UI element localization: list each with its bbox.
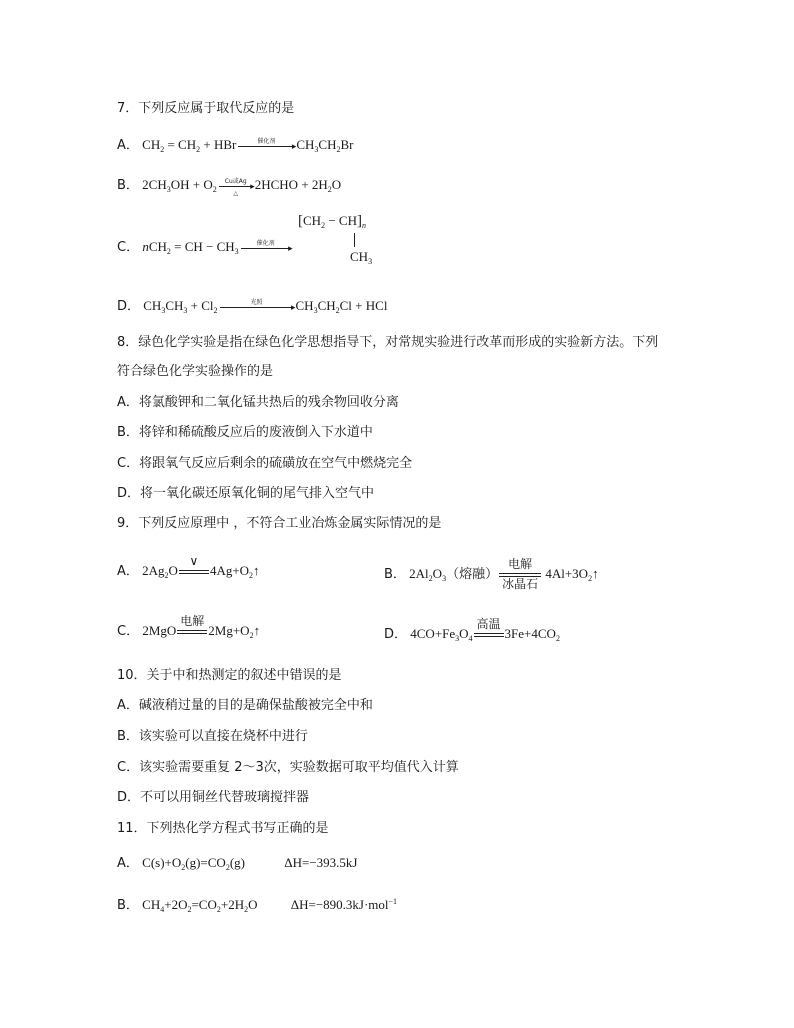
q9-option-c: C． 2MgO 电解 $2Mg+O_2↑$ (117, 614, 261, 640)
option-label: D． (117, 299, 141, 314)
q8-option-b: B．将锌和稀硫酸反应后的废液倒入下水道中 (117, 425, 373, 440)
option-label: B． (117, 178, 139, 193)
option-label: A． (117, 856, 139, 871)
q7-option-d: D． $CH_3CH_3 + Cl_2$ 光照 ▸ $CH_3CH_2Cl$ + HCl (117, 298, 388, 315)
option-label: D． (384, 627, 408, 642)
q9-option-d: D． $4CO+Fe_3O_4$ 高温 $3Fe+4CO_2$ (384, 617, 560, 643)
q10-stem: 10．关于中和热测定的叙述中错误的是 (117, 668, 342, 683)
option-label: A． (117, 138, 139, 153)
q10-option-a: A．碱液稍过量的目的是确保盐酸被完全中和 (117, 698, 373, 713)
option-label: B． (384, 567, 406, 582)
reaction-arrow: 催化剂 ▸ (238, 146, 294, 147)
reaction-arrow: 光照 ▸ (220, 307, 294, 308)
reaction-arrow: 催化剂 ▸ (241, 248, 291, 249)
q11-option-a: A． $C(s)+O_2(g)=CO_2(g)$ ΔH=−393.5kJ (117, 855, 358, 872)
polypropylene-structure: $[CH_2 - CH]_n$ $CH_3$ (298, 213, 373, 266)
option-label: C． (117, 240, 140, 255)
q10-option-c: C．该实验需要重复 2～3次，实验数据可取平均值代入计算 (117, 760, 459, 775)
q7-option-c: C． nCH$_2$ = CH − $CH_3$ 催化剂 ▸ (117, 239, 293, 256)
reaction-arrow: Cu或Ag ▸ △ (219, 186, 253, 187)
reaction-equals: 电解 冰晶石 (499, 573, 541, 577)
q11-option-b: B． $CH_4+2O_2=CO_2+2H_2O$ ΔH=−890.3kJ·mol$^{-1}$ (117, 897, 398, 914)
q7-option-a: A． $CH_2 = CH_2$ + HBr 催化剂 ▸ $CH_3CH_2Br$ (117, 137, 354, 154)
reaction-equals: 高温 (474, 633, 504, 637)
q8-stem-line1: 8．绿色化学实验是指在绿色化学思想指导下，对常规实验进行改革而形成的实验新方法。下列 (117, 335, 659, 350)
q8-option-a: A．将氯酸钾和二氧化锰共热后的残余物回收分离 (117, 395, 399, 410)
q9-option-b: B． $2Al_2O_3$（熔融） 电解 冰晶石 $4Al+3O_2↑$ (384, 557, 599, 592)
option-label: A． (117, 564, 139, 579)
q11-stem: 11．下列热化学方程式书写正确的是 (117, 821, 329, 836)
q7-stem: 7．下列反应属于取代反应的是 (117, 101, 295, 116)
option-label: C． (117, 624, 140, 639)
enthalpy-change: ΔH=−890.3kJ·mol (290, 897, 389, 912)
q7-option-b: B． $2CH_3OH + O_2$ Cu或Ag ▸ △ 2HCHO + $2H_2O$ (117, 177, 342, 197)
q8-stem-line2: 符合绿色化学实验操作的是 (117, 364, 274, 379)
q9-option-a: A． $2Ag_2O$ ∨ $4Ag+O_2↑$ (117, 554, 260, 580)
option-label: B． (117, 898, 139, 913)
q10-option-b: B．该实验可以直接在烧杯中进行 (117, 729, 308, 744)
q10-option-d: D．不可以用铜丝代替玻璃搅拌器 (117, 790, 310, 805)
q8-option-d: D．将一氧化碳还原氧化铜的尾气排入空气中 (117, 486, 375, 501)
reaction-equals: ∨ (179, 570, 209, 574)
enthalpy-change: ΔH=−393.5kJ (284, 855, 358, 870)
reaction-equals: 电解 (177, 630, 207, 634)
q8-option-c: C．将跟氧气反应后剩余的硫磺放在空气中燃烧完全 (117, 456, 413, 471)
q9-stem: 9．下列反应原理中 ，不符合工业冶炼金属实际情况的是 (117, 516, 442, 531)
